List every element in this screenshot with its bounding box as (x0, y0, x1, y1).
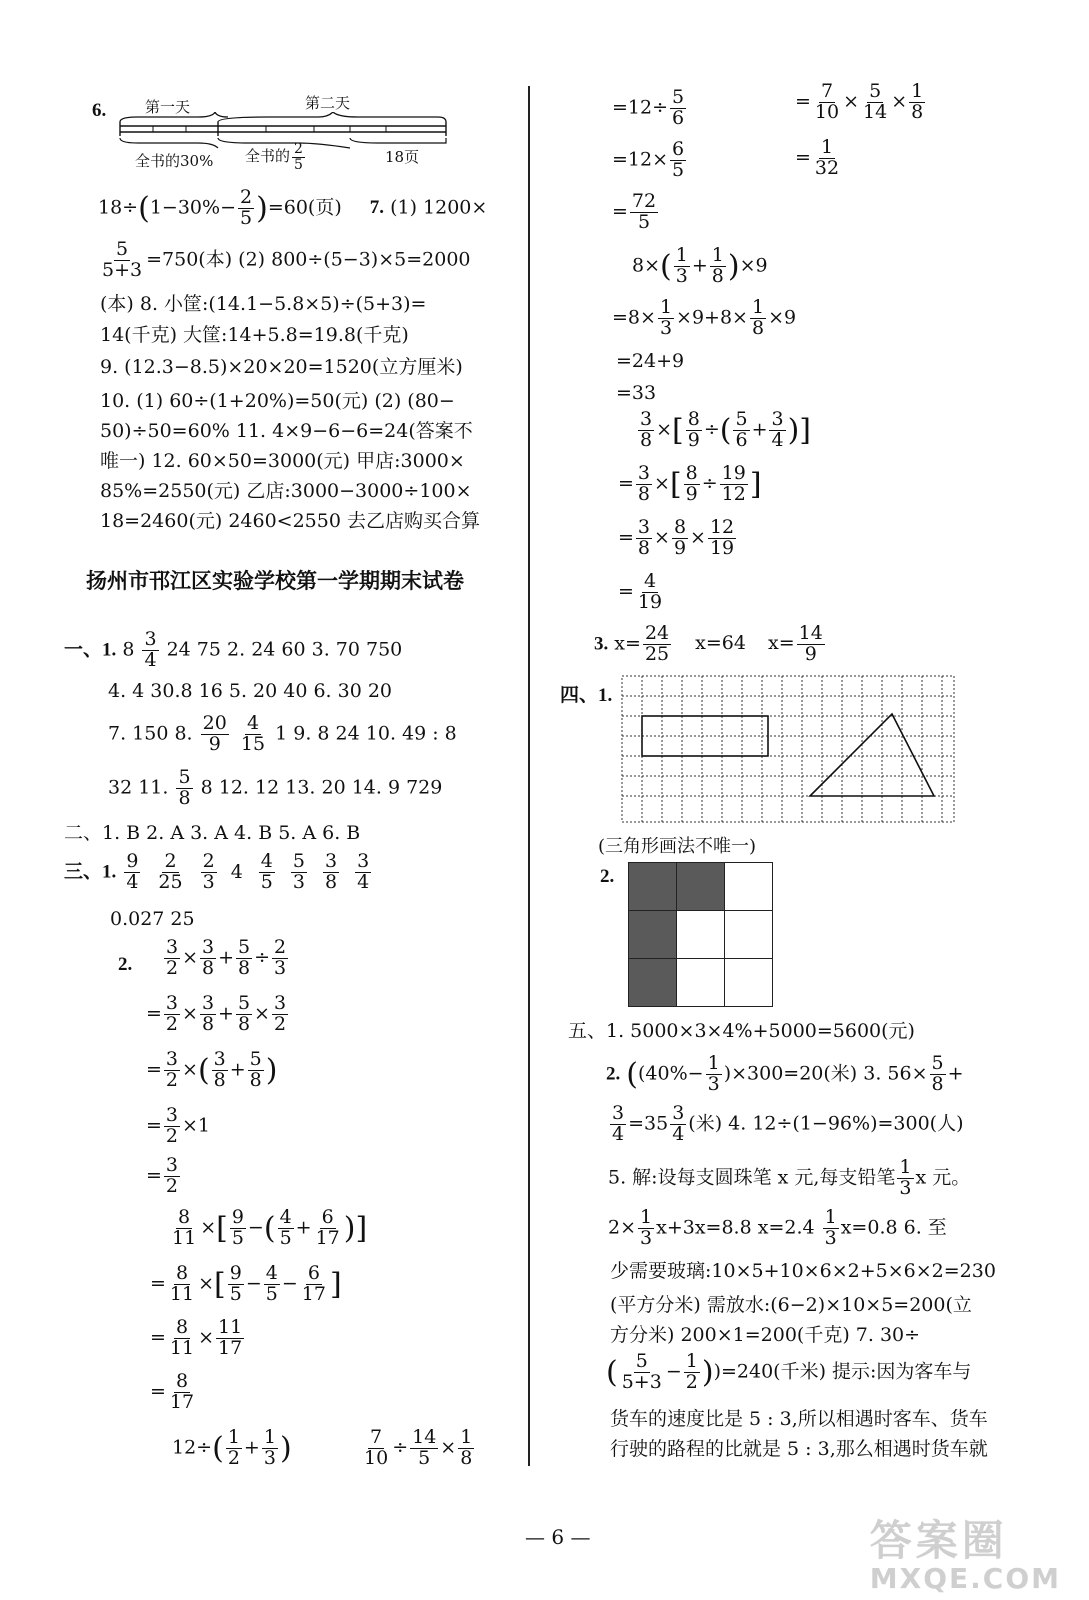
rc2-line-1: = $\frac{7}{10}$ × $\frac{5}{14}$ × $\frac{1}{8}$ (795, 80, 924, 123)
exam-title: 扬州市邗江区实验学校第一学期期末试卷 (86, 569, 464, 593)
line-5: 9. (12.3−8.5)×20×20=1520(立方厘米) (100, 356, 463, 378)
brace-label-2: 全书的 $\frac{2}{5}$ (245, 141, 303, 173)
calc1-line-2: = $\frac{3}{2}$ × $\frac{3}{8}$ + $\frac{5}{8}$ × $\frac{3}{2}$ (146, 992, 287, 1035)
answer-value: $\frac{3}{8}$ (324, 850, 338, 893)
q3-answers: 3. x= $\frac{24}{25}$ x=64 x= $\frac{14}{9}$ (594, 622, 823, 665)
line-1: 18÷(1−30%− $\frac{2}{5}$ )=60(页) 7. (1) 1200× (98, 186, 488, 229)
answer-value: $\frac{3}{4}$ (357, 850, 370, 893)
section-5-line-7: (平方分米) 需放水:(6−2)×10×5=200(立 (610, 1294, 972, 1316)
section-5-line-9: ( $\frac{5}{5+3}$ − $\frac{1}{2}$ ))=240(千米) 提示:因为客车与 (606, 1350, 972, 1393)
section-5-line-10: 货车的速度比是 5 : 3,所以相遇时客车、货车 (610, 1408, 988, 1430)
answer-value: 4 (230, 861, 243, 884)
rectangle-shape (642, 716, 768, 756)
section-5-line-4: 5. 解:设每支圆珠笔 x 元,每支铅笔 $\frac{1}{3}$ x 元。 (608, 1156, 971, 1199)
rc4-line-3: = $\frac{3}{8}$ × $\frac{8}{9}$ × $\frac{12}{19}$ (618, 516, 735, 559)
section-5-line-8: 方分米) 200×1=200(千克) 7. 30÷ (610, 1324, 921, 1346)
calc2-line-3: = $\frac{8}{11}$ × $\frac{11}{17}$ (150, 1316, 243, 1359)
watermark-logo: 答案圈 MXQE.COM (869, 1516, 1061, 1595)
section-4-2-label: 2. (600, 866, 615, 887)
line-2: $\frac{5}{5+3}$ =750(本) (2) 800÷(5−3)×5=2000 (102, 238, 471, 281)
section-3-row-1: 三、1. $\frac{9}{4}$ $\frac{2}{25}$ $\frac{2}{3}$ 4 $\frac{4}{5}$ $\frac{5}{3}$ $\frac{3}{8}$ $\frac{3}{4}$ (64, 850, 370, 893)
answer-value: $\frac{9}{4}$ (126, 850, 139, 893)
rc4-line-2: = $\frac{3}{8}$ ×[ $\frac{8}{9}$ ÷ $\frac{19}{12}$ ] (618, 462, 762, 505)
section-5-line-3: $\frac{3}{4}$ =35 $\frac{3}{4}$ (米) 4. 12÷(1−96%)=300(人) (612, 1102, 964, 1145)
section-4-note: (三角形画法不唯一) (598, 836, 757, 857)
rc3-line-2: =8× $\frac{1}{3}$ ×9+8× $\frac{1}{8}$ ×9 (612, 296, 797, 339)
rc1-line-1: =12÷ $\frac{5}{6}$ (612, 86, 685, 129)
calc3b: $\frac{7}{10}$ ÷ $\frac{14}{5}$ × $\frac{1}{8}$ (364, 1426, 473, 1469)
triangle-shape (810, 714, 934, 796)
line-4: 14(千克) 大筐:14+5.8=19.8(千克) (100, 324, 409, 346)
rc3-line-3: =24+9 (616, 350, 685, 372)
brace-label-1: 全书的30% (135, 152, 214, 170)
answer-value: $\frac{2}{3}$ (202, 850, 215, 893)
line-6: 10. (1) 60÷(1+20%)=50(元) (2) (80− (100, 390, 455, 412)
brace-label-3: 18页 (385, 148, 420, 166)
column-divider (528, 86, 530, 1466)
answer-value: $\frac{5}{3}$ (292, 850, 305, 893)
rc4-line-1: $\frac{3}{8}$ ×[ $\frac{8}{9}$ ÷( $\frac{5}{6}$ + $\frac{3}{4}$ )] (640, 408, 811, 451)
line-3: (本) 8. 小筐:(14.1−5.8×5)÷(5+3)= (100, 293, 427, 315)
line-10: 18=2460(元) 2460<2550 去乙店购买合算 (100, 510, 480, 532)
line-9: 85%=2550(元) 乙店:3000−3000÷100× (100, 480, 472, 502)
answer-value: $\frac{2}{25}$ (158, 850, 183, 893)
section-3-2-label: 2. (118, 954, 133, 975)
calc1-line-5: = $\frac{3}{2}$ (146, 1154, 179, 1197)
section-5-line-6: 少需要玻璃:10×5+10×6×2+5×6×2=230 (610, 1260, 996, 1282)
answer-value: $\frac{4}{5}$ (260, 850, 273, 893)
section-5-line-11: 行驶的路程的比就是 5 : 3,那么相遇时货车就 (610, 1438, 988, 1460)
section-1-row-1: 一、1. 8 $\frac{3}{4}$ 24 75 2. 24 60 3. 70 750 (64, 628, 403, 671)
day1-label: 第一天 (145, 98, 191, 116)
calc1-line-3: = $\frac{3}{2}$ ×( $\frac{3}{8}$ + $\frac{5}{8}$ ) (146, 1048, 278, 1091)
rc1-line-3: = $\frac{72}{5}$ (612, 190, 657, 233)
calc1-line-4: = $\frac{3}{2}$ ×1 (146, 1104, 211, 1147)
line-8: 唯一) 12. 60×50=3000(元) 甲店:3000× (100, 450, 465, 472)
section-1-row-2: 4. 4 30.8 16 5. 20 40 6. 30 20 (108, 680, 393, 702)
problem-6-label: 6. (92, 100, 107, 121)
rc2-line-2: = $\frac{1}{32}$ (795, 136, 840, 179)
calc3a: 12÷( $\frac{1}{2}$ + $\frac{1}{3}$ ) (172, 1426, 292, 1469)
page-number: — 6 — (525, 1525, 591, 1549)
grid-figure (620, 674, 956, 824)
shaded-grid (628, 862, 773, 1007)
section-1-row-3: 7. 150 8. $\frac{20}{9}$ $\frac{4}{15}$ 1 9. 8 24 10. 49 : 8 (108, 712, 457, 755)
section-1-row-4: 32 11. $\frac{5}{8}$ 8 12. 12 13. 20 14. 9 729 (108, 766, 443, 809)
section-3-row-2: 0.027 25 (110, 908, 195, 930)
section-2: 二、1. B 2. A 3. A 4. B 5. A 6. B (64, 822, 361, 844)
section-4-label: 四、1. (560, 685, 613, 706)
calc2-line-1: $\frac{8}{11}$ ×[ $\frac{9}{5}$ −( $\frac{4}{5}$ + $\frac{6}{17}$ )] (172, 1206, 368, 1249)
section-5-line-5: 2× $\frac{1}{3}$ x+3x=8.8 x=2.4 $\frac{1}{3}$ x=0.8 6. 至 (608, 1206, 947, 1249)
calc1-line-1: $\frac{3}{2}$ × $\frac{3}{8}$ + $\frac{5}{8}$ ÷ $\frac{2}{3}$ (166, 936, 287, 979)
rc3-line-4: =33 (616, 382, 657, 404)
line-7: 50)÷50=60% 11. 4×9−6−6=24(答案不 (100, 420, 473, 442)
rc4-line-4: = $\frac{4}{19}$ (618, 570, 663, 613)
rc3-line-1: 8×( $\frac{1}{3}$ + $\frac{1}{8}$ )×9 (632, 244, 768, 287)
section-5-line-1: 五、1. 5000×3×4%+5000=5600(元) (568, 1020, 915, 1042)
calc2-line-4: = $\frac{8}{17}$ (150, 1370, 195, 1413)
calc2-line-2: = $\frac{8}{11}$ ×[ $\frac{9}{5}$ − $\frac{4}{5}$ − $\frac{6}{17}$ ] (150, 1262, 342, 1305)
day2-label: 第二天 (305, 94, 351, 112)
section-5-line-2: 2. ((40%− $\frac{1}{3}$ )×300=20(米) 3. 56× $\frac{5}{8}$ + (606, 1052, 964, 1095)
rc1-line-2: =12× $\frac{6}{5}$ (612, 138, 685, 181)
